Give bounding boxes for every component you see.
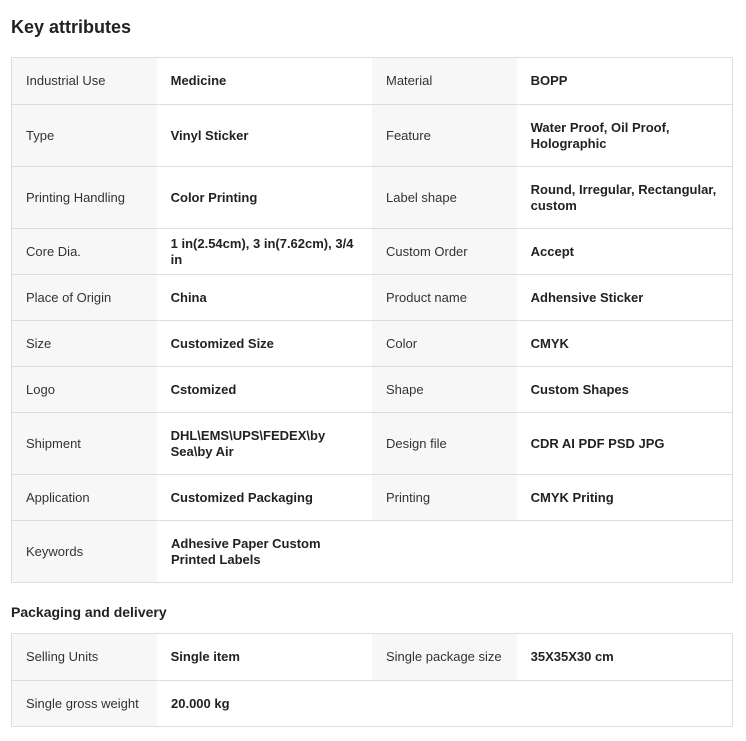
table-row [12, 320, 732, 366]
attr-key: Design file [372, 413, 517, 474]
attr-value: CMYK Priting [517, 475, 732, 520]
attr-value: Single item [157, 634, 372, 680]
attr-key: Color [372, 321, 517, 366]
table-row [12, 166, 732, 228]
table-row [12, 412, 732, 474]
attr-value: Medicine [157, 58, 372, 104]
attr-value: DHL\EMS\UPS\FEDEX\by Sea\by Air [157, 413, 372, 474]
attr-key: Printing [372, 475, 517, 520]
table-row [12, 474, 732, 520]
attr-key: Single gross weight [12, 681, 157, 726]
table-row [12, 680, 732, 726]
attr-key: Material [372, 58, 517, 104]
table-row [12, 58, 732, 104]
attr-value: Vinyl Sticker [157, 105, 372, 166]
table-row [12, 520, 732, 582]
attr-value: 35X35X30 cm [517, 634, 732, 680]
attr-key: Printing Handling [12, 167, 157, 228]
attr-key: Type [12, 105, 157, 166]
attr-value: Accept [517, 229, 732, 274]
key-attributes-table [11, 57, 733, 583]
attr-key: Product name [372, 275, 517, 320]
attr-value: Customized Packaging [157, 475, 372, 520]
attr-value: BOPP [517, 58, 732, 104]
attr-key: Shape [372, 367, 517, 412]
attr-key: Core Dia. [12, 229, 157, 274]
attr-value: Cstomized [157, 367, 372, 412]
attr-key: Place of Origin [12, 275, 157, 320]
attr-value: 1 in(2.54cm), 3 in(7.62cm), 3/4 in [157, 229, 372, 274]
packaging-table [11, 633, 733, 727]
attr-key: Size [12, 321, 157, 366]
table-row [12, 366, 732, 412]
key-attributes-heading: Key attributes [11, 17, 132, 37]
attr-value: Adhesive Paper Custom Printed Labels [157, 521, 373, 582]
attr-key: Keywords [12, 521, 157, 582]
table-row [12, 274, 732, 320]
attr-value: 20.000 kg [157, 681, 373, 726]
attr-key: Selling Units [12, 634, 157, 680]
attr-value: Color Printing [157, 167, 372, 228]
attr-key: Application [12, 475, 157, 520]
attr-key: Industrial Use [12, 58, 157, 104]
attr-value: Custom Shapes [517, 367, 732, 412]
empty-cell [373, 521, 732, 582]
attr-value: CDR AI PDF PSD JPG [517, 413, 732, 474]
attr-key: Single package size [372, 634, 517, 680]
attr-key: Feature [372, 105, 517, 166]
attr-value: CMYK [517, 321, 732, 366]
table-row [12, 228, 732, 274]
attr-value: Adhensive Sticker [517, 275, 732, 320]
attr-key: Shipment [12, 413, 157, 474]
table-row [12, 104, 732, 166]
attr-value: Round, Irregular, Rectangular, custom [517, 167, 732, 228]
attr-key: Custom Order [372, 229, 517, 274]
attr-value: Customized Size [157, 321, 372, 366]
attr-value: China [157, 275, 372, 320]
empty-cell [373, 681, 732, 726]
attr-value: Water Proof, Oil Proof, Holographic [517, 105, 732, 166]
attr-key: Label shape [372, 167, 517, 228]
packaging-heading: Packaging and delivery [11, 604, 167, 620]
attr-key: Logo [12, 367, 157, 412]
table-row [12, 634, 732, 680]
